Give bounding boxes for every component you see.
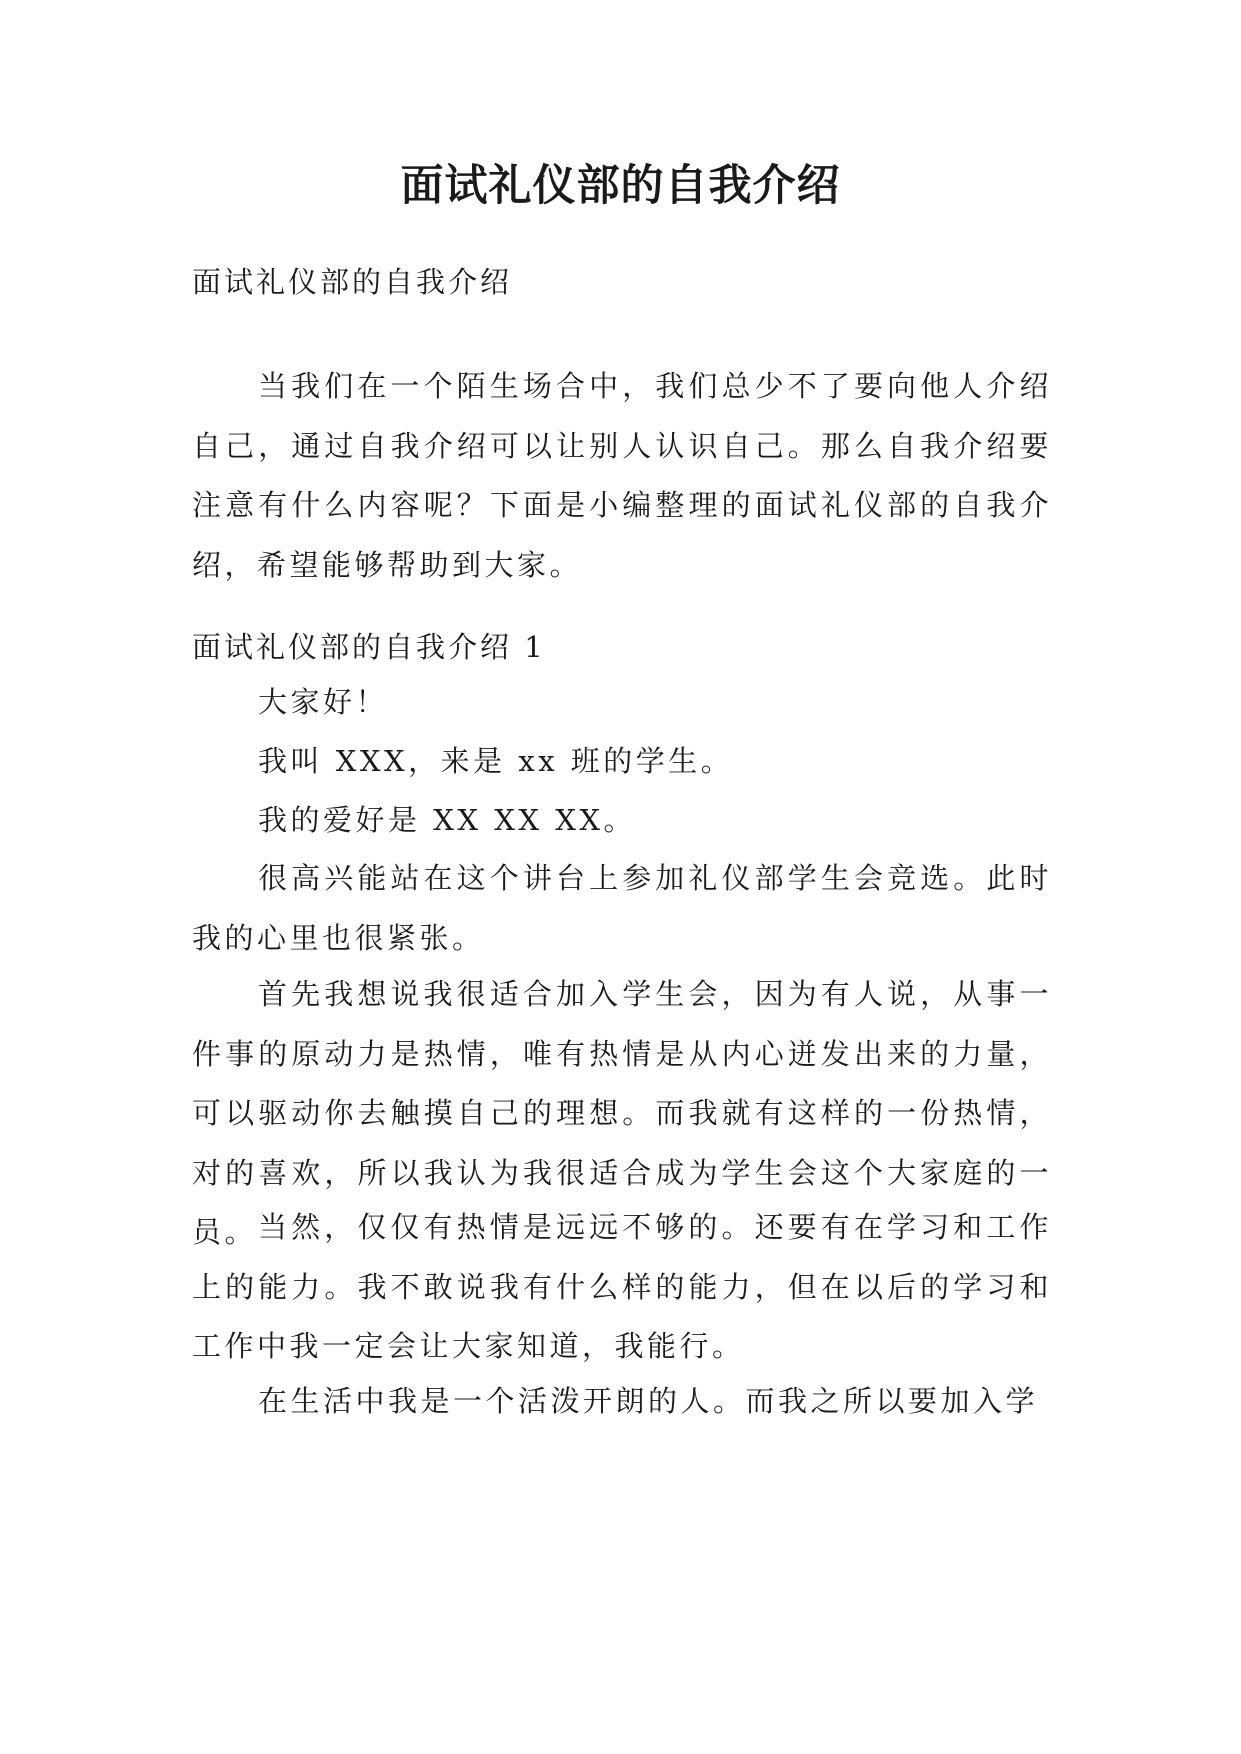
section-heading-1: 面试礼仪部的自我介绍 1	[192, 630, 546, 664]
paragraph-life: 在生活中我是一个活泼开朗的人。而我之所以要加入学	[258, 1384, 1039, 1418]
paragraph-greeting: 大家好！	[258, 685, 389, 719]
paragraph-passion: 首先我想说我很适合加入学生会，因为有人说，从事一件事的原动力是热情，唯有热情是从内心迸发出来的力量，可以驱动你去触摸自己的理想。而我就有这样的一份热情，对的喜欢，所以我认为我很适合成为学生会这个大家庭的一员。	[192, 977, 1052, 1249]
paragraph-name: 我叫 XXX，来是 xx 班的学生。	[258, 744, 734, 778]
paragraph-happy: 很高兴能站在这个讲台上参加礼仪部学生会竞选。此时我的心里也很紧张。	[192, 861, 1052, 955]
document-subtitle: 面试礼仪部的自我介绍	[192, 265, 513, 299]
paragraph-hobby: 我的爱好是 XX XX XX。	[258, 803, 637, 837]
intro-paragraph: 当我们在一个陌生场合中，我们总少不了要向他人介绍自己，通过自我介绍可以让别人认识自己。那么自我介绍要注意有什么内容呢？下面是小编整理的面试礼仪部的自我介绍，希望能够帮助到大家。	[192, 369, 1052, 582]
document-title: 面试礼仪部的自我介绍	[400, 161, 841, 211]
paragraph-ability: 当然，仅仅有热情是远远不够的。还要有在学习和工作上的能力。我不敢说我有什么样的能力，但在以后的学习和工作中我一定会让大家知道，我能行。	[192, 1210, 1052, 1363]
